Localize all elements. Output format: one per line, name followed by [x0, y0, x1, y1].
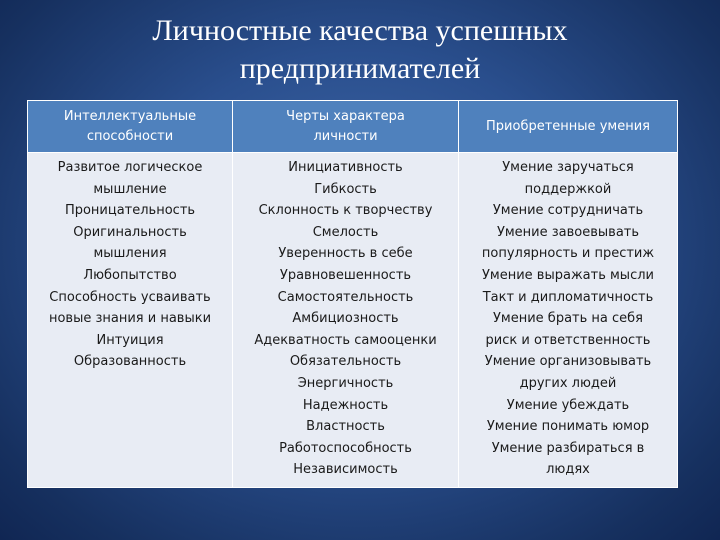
cell-acquired-skills — [459, 153, 678, 488]
list-item: Самостоятельность — [277, 289, 414, 305]
header-intellectual-abilities — [28, 101, 233, 153]
header-line: Черты характера — [286, 108, 405, 124]
slide-title-line-1: Личностные качества успешных — [152, 14, 568, 47]
list-item: Умение разбираться в — [491, 440, 645, 456]
list-item: других людей — [519, 375, 617, 391]
list-item: Интуиция — [96, 332, 164, 348]
header-character-traits — [233, 101, 459, 153]
list-item: Проницательность — [64, 203, 196, 219]
list-item: Адекватность самооценки — [254, 332, 437, 348]
slide-title — [0, 12, 720, 88]
list-item: Умение заручаться — [502, 160, 634, 175]
list-item: популярность и престиж — [481, 246, 655, 262]
header-line: личности — [313, 128, 378, 144]
list-item: поддержкой — [524, 181, 612, 197]
list-item: Умение завоевывать — [496, 224, 640, 240]
list-item: Образованность — [73, 354, 187, 370]
list-item: Развитое логическое — [57, 160, 203, 175]
list-item: риск и ответственность — [485, 332, 651, 348]
list-item: Уверенность в себе — [278, 246, 413, 262]
list-item: Умение выражать мысли — [482, 267, 654, 283]
list-item: Склонность к творчеству — [258, 203, 433, 219]
list-item: Гибкость — [314, 181, 377, 197]
list-item: мышление — [93, 181, 167, 197]
cell-intellectual-abilities — [28, 153, 233, 488]
list-item: Умение брать на себя — [493, 311, 643, 327]
header-line: Интеллектуальные — [63, 108, 197, 124]
list-item: Работоспособность — [279, 440, 412, 456]
list-item: Энергичность — [297, 375, 394, 391]
list-item: Умение убеждать — [506, 397, 630, 413]
list-item: Инициативность — [288, 160, 403, 175]
header-line: способности — [86, 128, 174, 144]
list-item: Умение понимать юмор — [486, 419, 650, 435]
header-line: Приобретенные умения — [486, 118, 650, 134]
list-item: Амбициозность — [292, 311, 399, 327]
table-row — [28, 153, 678, 488]
qualities-table-container — [27, 100, 677, 488]
list-item: Оригинальность — [73, 224, 187, 240]
list-item: Умение организовывать — [484, 354, 652, 370]
list-item: новые знания и навыки — [48, 311, 212, 327]
slide-title-line-2: предпринимателей — [239, 52, 481, 85]
list-item: Любопытство — [83, 267, 177, 283]
cell-character-traits — [233, 153, 459, 488]
list-item: Властность — [306, 419, 385, 435]
list-item: Уравновешенность — [279, 267, 412, 283]
list-item: Такт и дипломатичность — [482, 289, 654, 305]
list-item: Умение сотрудничать — [492, 203, 644, 219]
list-item: Надежность — [302, 397, 389, 413]
list-item: Обязательность — [289, 354, 402, 370]
list-item: Независимость — [293, 462, 398, 478]
list-item: мышления — [93, 246, 167, 262]
header-acquired-skills — [459, 101, 678, 153]
list-item: Способность усваивать — [49, 289, 211, 305]
table-header-row — [28, 101, 678, 153]
qualities-table — [27, 100, 678, 488]
list-item: людях — [546, 462, 590, 478]
list-item: Смелость — [312, 224, 379, 240]
